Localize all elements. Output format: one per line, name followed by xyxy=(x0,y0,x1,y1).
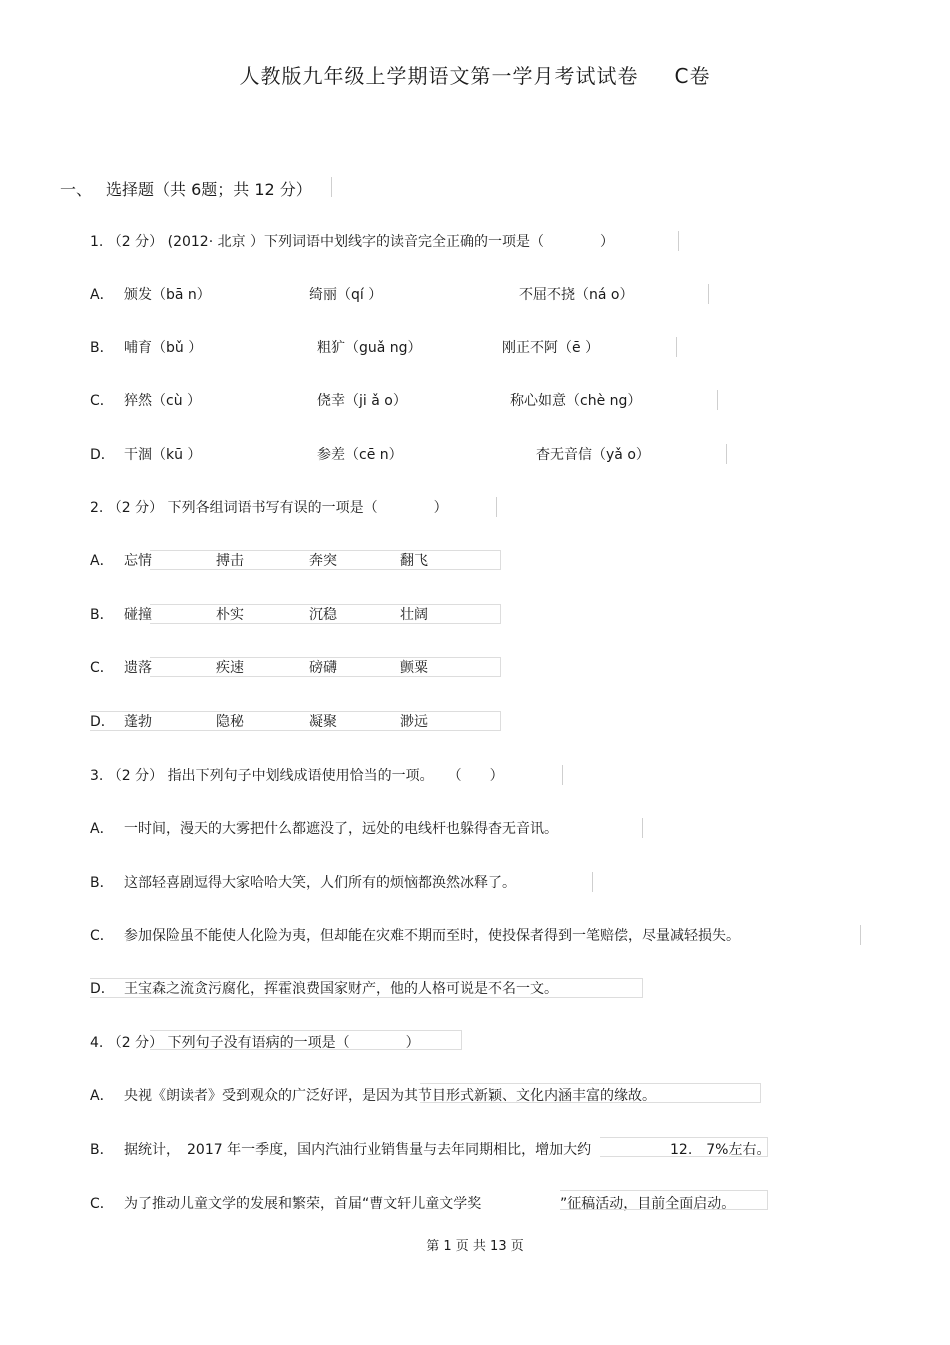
option-item: 参差（cē n） xyxy=(317,447,403,463)
option-word: 凝聚 xyxy=(309,714,337,730)
option-word: 蓬勃 xyxy=(124,714,152,730)
option-item: 颁发（bā n） xyxy=(124,287,211,303)
divider xyxy=(717,390,718,410)
option-text: 王宝森之流贪污腐化，挥霍浪费国家财产，他的人格可说是不名一文。 xyxy=(124,981,558,997)
question-1-stem: 1. （2 分） (2012· 北京 ）下列词语中划线字的读音完全正确的一项是（ ） xyxy=(90,234,615,250)
divider xyxy=(592,872,593,892)
option-label: A． xyxy=(90,287,114,303)
option-label: D． xyxy=(90,447,115,463)
question-2-stem: 2. （2 分） 下列各组词语书写有误的一项是（ ） xyxy=(90,500,448,516)
option-text: 央视《朗读者》受到观众的广泛好评，是因为其节目形式新颖、文化内涵丰富的缘故。 xyxy=(124,1088,656,1104)
option-frame xyxy=(150,657,501,677)
option-frame xyxy=(150,550,501,570)
option-item: 干涸（kū ） xyxy=(124,447,202,463)
option-frame xyxy=(150,1030,462,1050)
section-heading: 选择题（共 6题；共 12 分） xyxy=(106,180,312,199)
option-label: D． xyxy=(90,981,115,997)
title-suffix: C卷 xyxy=(674,64,711,88)
option-frame xyxy=(600,1137,771,1158)
option-text: 12. 7%左右。 xyxy=(670,1142,771,1158)
divider xyxy=(676,337,677,357)
option-label: C． xyxy=(90,1196,114,1212)
option-word: 奔突 xyxy=(309,553,337,569)
option-word: 渺远 xyxy=(400,714,428,730)
option-label: C． xyxy=(90,660,114,676)
option-word: 沉稳 xyxy=(309,607,337,623)
page-title xyxy=(0,60,950,89)
option-word: 壮阔 xyxy=(400,607,428,623)
option-label: A． xyxy=(90,1088,114,1104)
option-item: 杳无音信（yǎ o） xyxy=(536,447,650,463)
option-item: 侥幸（ji ǎ o） xyxy=(317,393,407,409)
option-text: 为了推动儿童文学的发展和繁荣，首届“曹文轩儿童文学奖 xyxy=(124,1196,482,1212)
option-word: 忘情 xyxy=(124,553,152,569)
question-3-stem: 3. （2 分） 指出下列句子中划线成语使用恰当的一项。 （ ） xyxy=(90,768,504,784)
option-item: 粗犷（guǎ ng） xyxy=(317,340,422,356)
option-word: 磅礴 xyxy=(309,660,337,676)
divider xyxy=(562,765,563,785)
option-item: 刚正不阿（ē ） xyxy=(502,340,600,356)
option-frame xyxy=(90,978,643,998)
option-label: A． xyxy=(90,821,114,837)
option-text: 这部轻喜剧逗得大家哈哈大笑，人们所有的烦恼都涣然冰释了。 xyxy=(124,875,516,891)
section-label: 一、 xyxy=(60,180,93,199)
title-main: 人教版九年级上学期语文第一学月考试试卷 xyxy=(239,64,639,88)
option-label: B． xyxy=(90,607,114,623)
divider xyxy=(496,497,497,517)
option-item: 哺育（bǔ ） xyxy=(124,340,203,356)
option-label: B． xyxy=(90,875,114,891)
option-text: 参加保险虽不能使人化险为夷，但却能在灾难不期而至时，使投保者得到一笔赔偿，尽量减轻损失。 xyxy=(124,928,740,944)
page-footer: 第 1 页 共 13 页 xyxy=(426,1239,524,1254)
q1-option-d[interactable] xyxy=(90,444,730,464)
q3-option-c[interactable] xyxy=(90,925,740,945)
option-frame xyxy=(560,1190,768,1210)
option-label: D． xyxy=(90,714,115,730)
option-word: 碰撞 xyxy=(124,607,152,623)
divider xyxy=(642,818,643,838)
option-word: 隐秘 xyxy=(216,714,244,730)
option-label: A． xyxy=(90,553,114,569)
divider xyxy=(678,231,679,251)
q3-option-b[interactable] xyxy=(90,872,516,892)
option-item: 绮丽（qí ） xyxy=(309,287,383,303)
option-item: 不屈不挠（ná o） xyxy=(519,287,634,303)
option-word: 遗落 xyxy=(124,660,152,676)
option-word: 疾速 xyxy=(216,660,244,676)
q3-option-a[interactable] xyxy=(90,818,558,838)
option-frame xyxy=(90,711,501,731)
divider xyxy=(331,177,332,197)
option-text: 据统计， 2017 年一季度，国内汽油行业销售量与去年同期相比，增加大约 xyxy=(124,1142,592,1158)
option-text: 一时间，漫天的大雾把什么都遮没了，远处的电线杆也躲得杳无音讯。 xyxy=(124,821,558,837)
option-text: ”征稿活动，目前全面启动。 xyxy=(560,1196,736,1212)
option-label: B． xyxy=(90,340,114,356)
q1-option-a[interactable] xyxy=(90,284,710,304)
option-label: C． xyxy=(90,928,114,944)
divider xyxy=(860,925,861,945)
question-4-stem: 4. （2 分） 下列句子没有语病的一项是（ ） xyxy=(90,1035,420,1051)
divider xyxy=(708,284,709,304)
option-word: 朴实 xyxy=(216,607,244,623)
divider xyxy=(726,444,727,464)
option-item: 称心如意（chè ng） xyxy=(510,393,642,409)
option-label: B． xyxy=(90,1142,114,1158)
option-word: 颤粟 xyxy=(400,660,428,676)
q1-option-c[interactable] xyxy=(90,390,720,410)
option-frame xyxy=(150,604,501,624)
option-frame xyxy=(420,1083,761,1103)
option-label: C． xyxy=(90,393,114,409)
option-word: 翻飞 xyxy=(400,553,428,569)
option-item: 猝然（cù ） xyxy=(124,393,202,409)
q1-option-b[interactable] xyxy=(90,337,680,357)
option-word: 搏击 xyxy=(216,553,244,569)
